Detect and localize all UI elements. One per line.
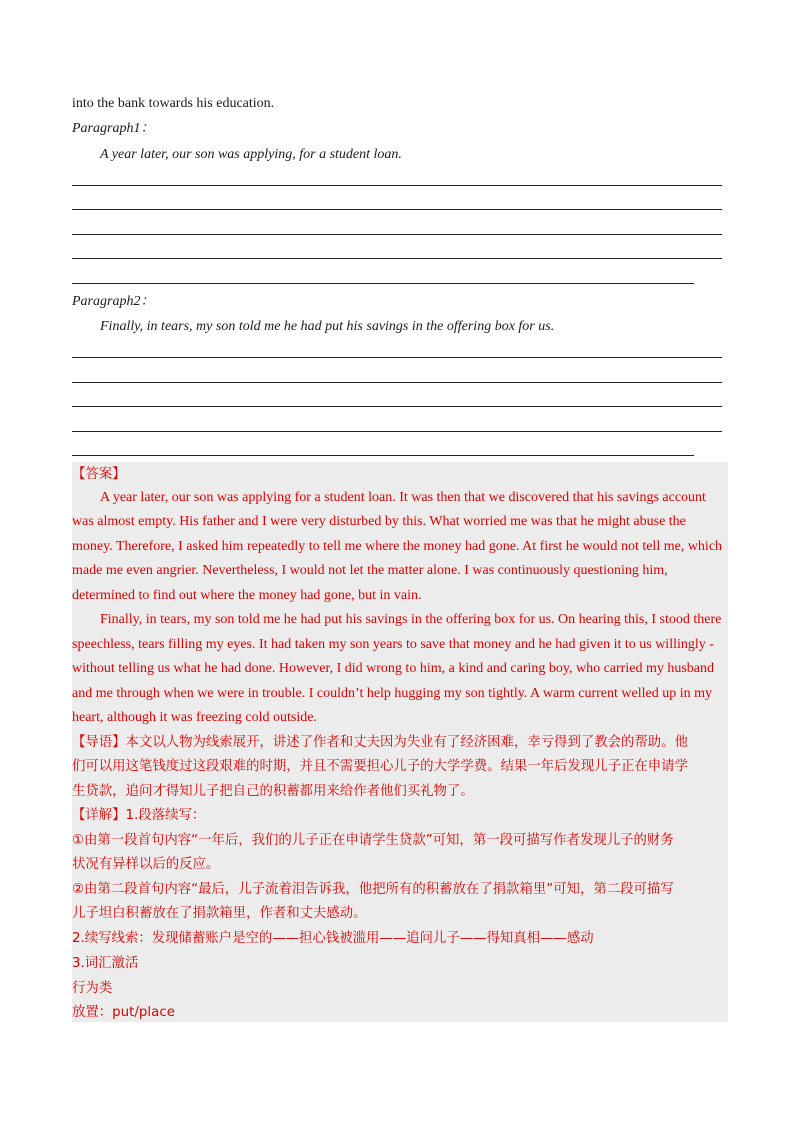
detail-line: 3.词汇激活 xyxy=(72,956,139,971)
paragraph2-label: Paragraph2： xyxy=(72,294,155,309)
writing-line xyxy=(72,431,722,432)
answer-heading: 【答案】 xyxy=(72,467,126,482)
answer-p2-line: heart, although it was freezing cold outside. xyxy=(72,710,317,725)
answer-p1-line: was almost empty. His father and I were very disturbed by this. What worried me was that he might abuse the xyxy=(72,514,686,529)
guide-line: 们可以用这笔钱度过这段艰难的时期，并且不需要担心儿子的大学学费。结果一年后发现儿子正在申请学 xyxy=(72,759,688,774)
detail-line: ②由第二段首句内容“最后，儿子流着泪告诉我，他把所有的积蓄放在了捐款箱里”可知，第二段可描写 xyxy=(72,882,674,897)
detail-line: ①由第一段首句内容“一年后，我们的儿子正在申请学生贷款”可知，第一段可描写作者发现儿子的财务 xyxy=(72,833,674,848)
answer-p1-line: determined to find out where the money had gone, but in vain. xyxy=(72,588,422,603)
writing-line xyxy=(72,406,722,407)
detail-line: 放置：put/place xyxy=(72,1005,175,1020)
writing-line xyxy=(72,455,694,456)
paragraph2-opening: Finally, in tears, my son told me he had put his savings in the offering box for us. xyxy=(100,319,555,334)
detail-line: 儿子坦白积蓄放在了捐款箱里，作者和丈夫感动。 xyxy=(72,906,367,921)
writing-line xyxy=(72,234,722,235)
detail-line: 2.续写线索：发现储蓄账户是空的——担心钱被滥用——追问儿子——得知真相——感动 xyxy=(72,931,594,946)
detail-line: 行为类 xyxy=(72,981,113,996)
intro-tail-text: into the bank towards his education. xyxy=(72,96,275,111)
answer-p1-line: money. Therefore, I asked him repeatedly to tell me where the money had gone. At first he would not tell me, which xyxy=(72,539,723,554)
paragraph1-label: Paragraph1： xyxy=(72,121,155,136)
answer-p2-line: without telling us what he had done. However, I did wrong to him, a kind and caring boy, who carried my husband xyxy=(72,661,715,676)
answer-p2-line: Finally, in tears, my son told me he had put his savings in the offering box for us. On hearing this, I stood there xyxy=(100,612,722,627)
answer-p1-line: A year later, our son was applying for a student loan. It was then that we discovered that his savings account xyxy=(100,490,706,505)
writing-line xyxy=(72,382,722,383)
detail-line: 状况有异样以后的反应。 xyxy=(72,857,220,872)
writing-line xyxy=(72,357,722,358)
writing-line xyxy=(72,185,722,186)
answer-p1-line: made me even angrier. Nevertheless, I would not let the matter alone. I was continuously questioning him, xyxy=(72,563,668,578)
guide-line: 生贷款，追问才得知儿子把自己的积蓄都用来给作者他们买礼物了。 xyxy=(72,784,474,799)
guide-line: 【导语】本文以人物为线索展开，讲述了作者和丈夫因为失业有了经济困难，幸亏得到了教会的帮助。他 xyxy=(72,735,688,750)
paragraph1-opening: A year later, our son was applying, for a student loan. xyxy=(100,147,402,162)
writing-line xyxy=(72,283,694,284)
writing-line xyxy=(72,209,722,210)
answer-p2-line: speechless, tears filling my eyes. It had taken my son years to save that money and he had given it to us willingly - xyxy=(72,637,714,652)
writing-line xyxy=(72,258,722,259)
answer-p2-line: and me through when we were in trouble. I couldn’t help hugging my son tightly. A warm current welled up in my xyxy=(72,686,712,701)
detail-line: 【详解】1.段落续写： xyxy=(72,808,206,823)
